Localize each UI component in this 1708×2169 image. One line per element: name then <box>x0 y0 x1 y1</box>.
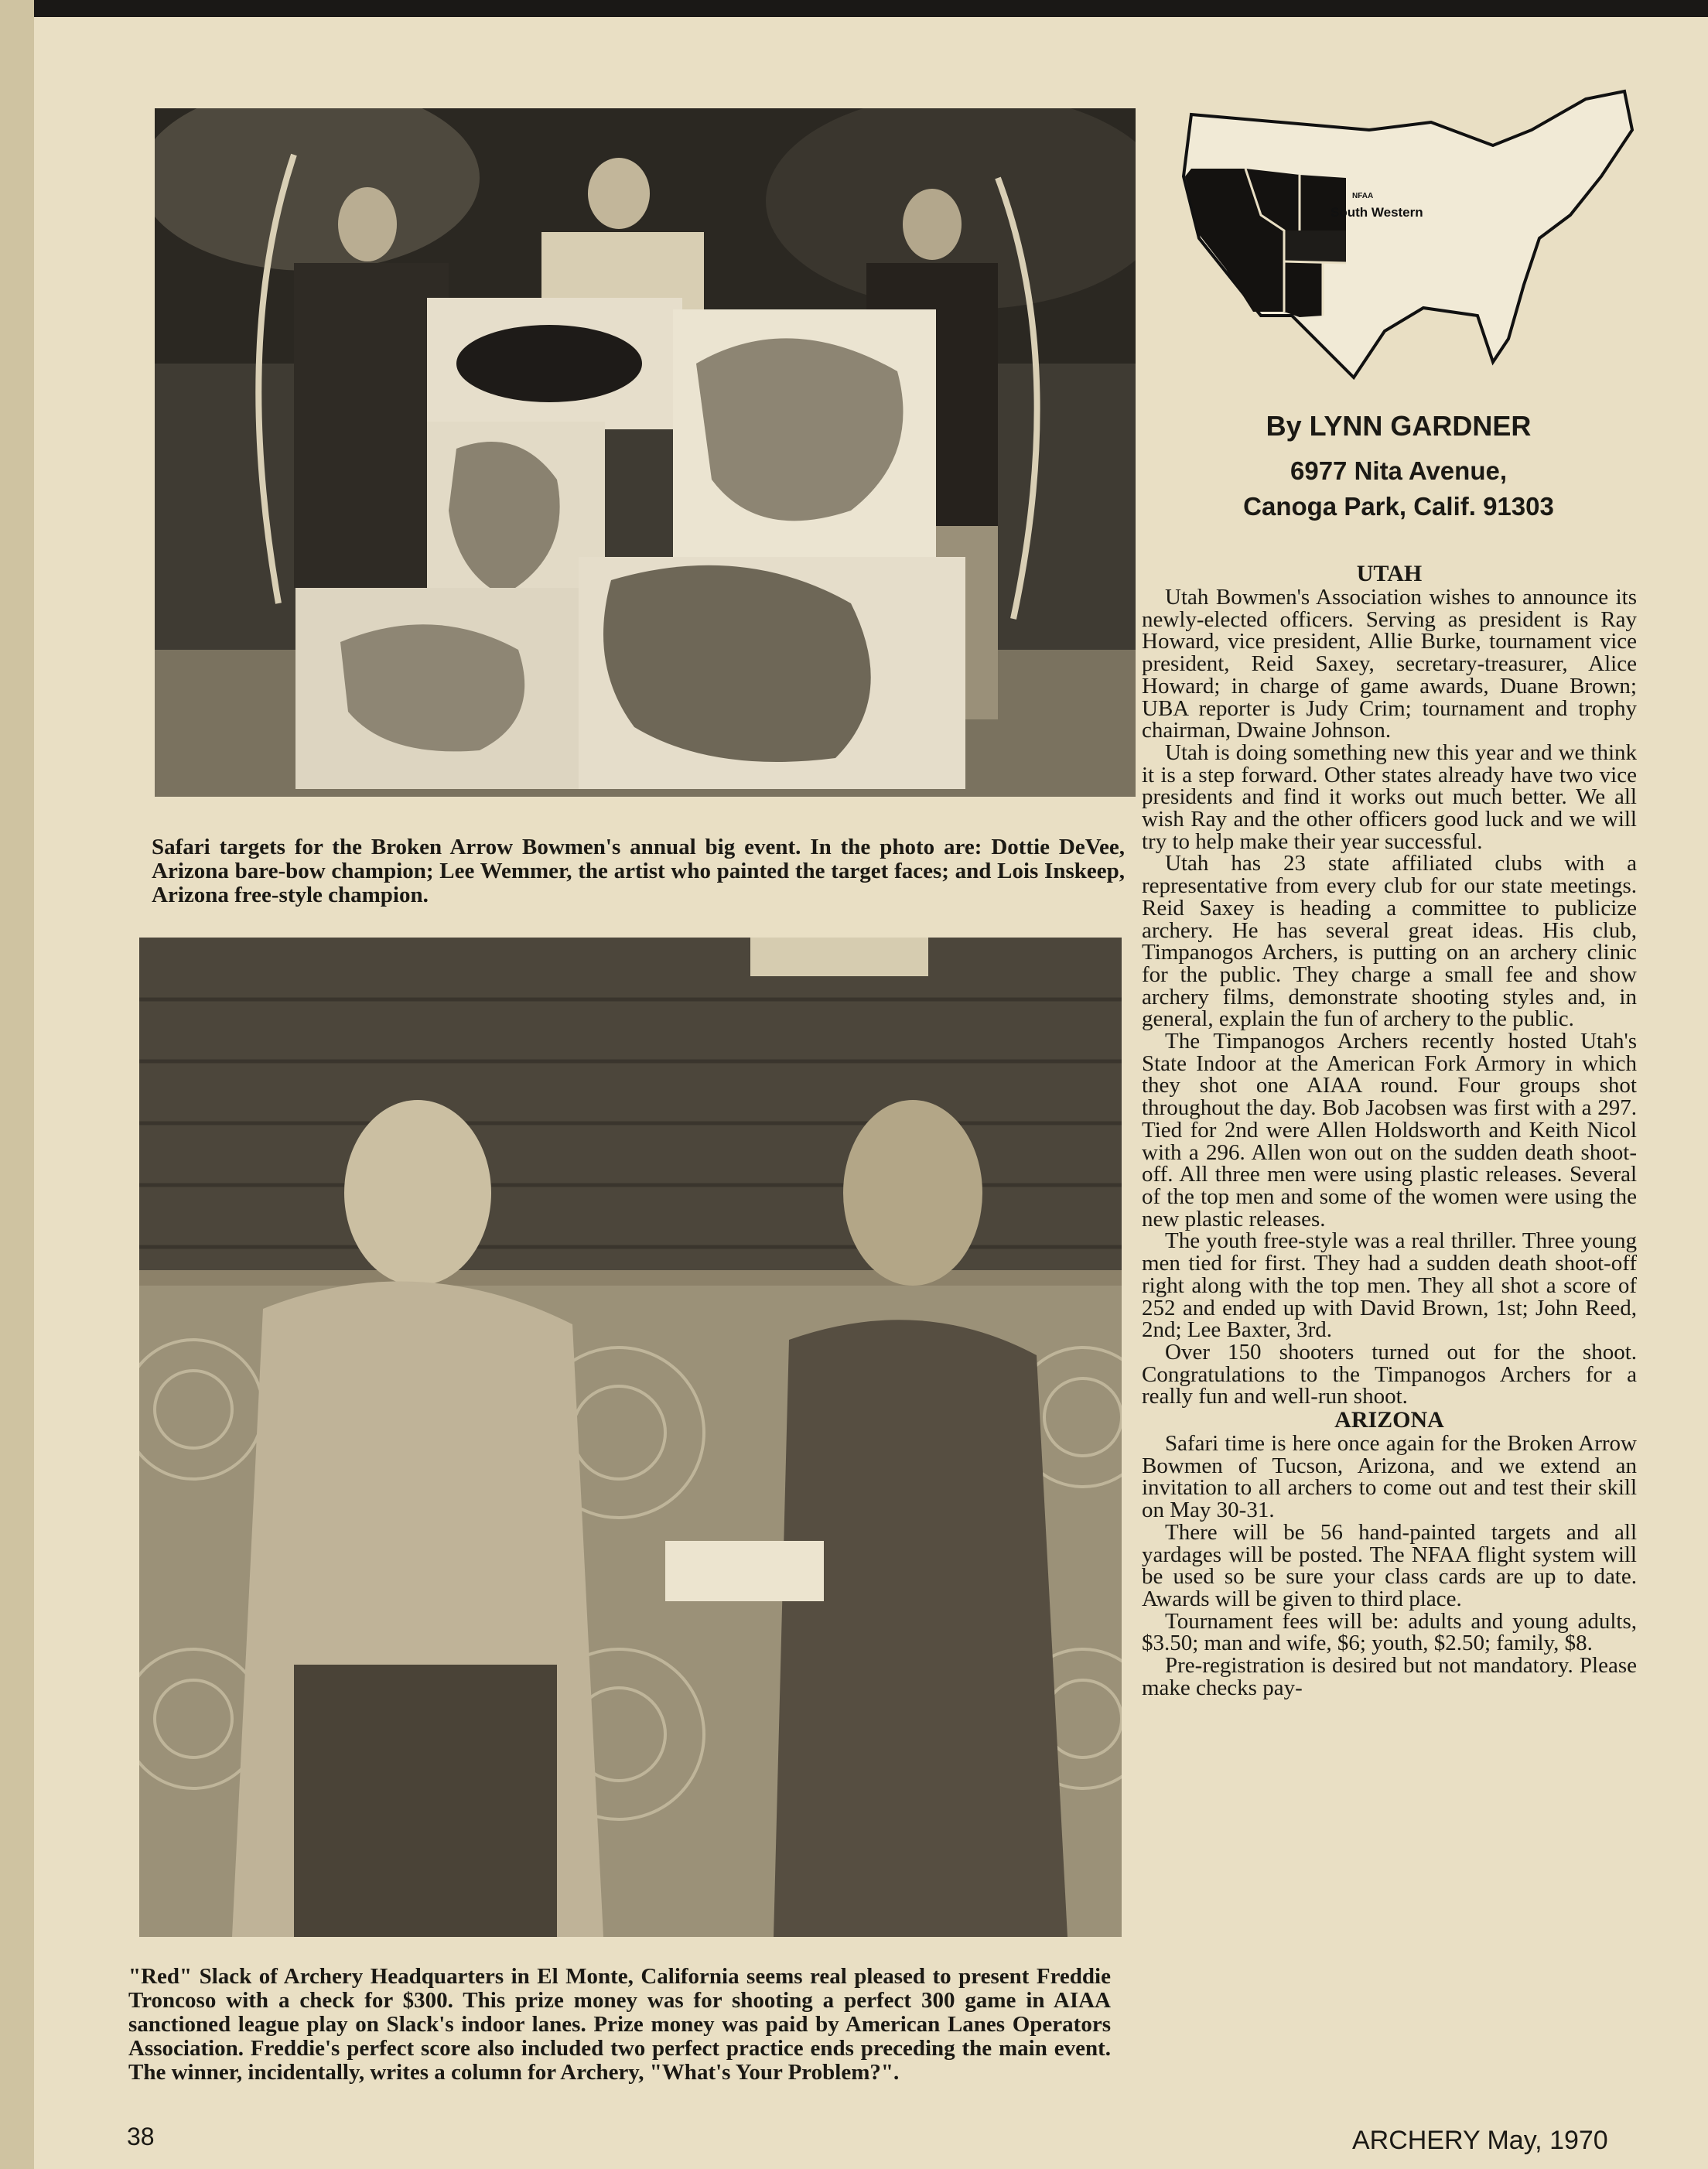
nfaa-southwest-map <box>1168 84 1640 385</box>
arizona-paragraph: Pre-registration is desired but not mandatory. Please make checks pay- <box>1142 1653 1637 1700</box>
arizona-paragraph: Tournament fees will be: adults and young adults, $3.50; man and wife, $6; youth, $2.50; family, $8. <box>1142 1608 1637 1656</box>
utah-paragraph: Over 150 shooters turned out for the shoot. Congratulations to the Timpanogos Archers for a really fun and well-run shoot. <box>1142 1339 1637 1409</box>
photo-caption-check: "Red" Slack of Archery Headquarters in El Monte, California seems real pleased to present Freddie Troncoso with a check for $300. This prize money was for shooting a perfect 300 game in AIAA sanctioned league play on Slack's indoor lanes. Prize money was paid by American Lanes Operators Association. Freddie's perfect score also included two perfect practice ends preceding the main event. The winner, incidentally, writes a column for Archery, "What's Your Problem?". <box>128 1964 1111 2085</box>
safari-targets-photo <box>155 108 1136 797</box>
photo-caption-safari: Safari targets for the Broken Arrow Bowmen's annual big event. In the photo are: Dottie DeVee, Arizona bare-bow champion; Lee Wemmer, the artist who painted the target faces; and Lois Inskeep, Arizona free-style champion. <box>152 835 1125 907</box>
page-top-edge <box>0 0 1708 17</box>
byline-street: 6977 Nita Avenue, <box>1290 456 1508 485</box>
page-left-edge <box>0 0 34 2169</box>
utah-paragraph: The youth free-style was a real thriller. Three young men tied for first. They had a sudden death shoot-off right along with the top men. They all shot a score of 252 and ended up with David Brown, 1st; John Reed, 2nd; Lee Baxter, 3rd. <box>1142 1228 1637 1343</box>
byline-city: Canoga Park, Calif. 91303 <box>1243 492 1554 521</box>
map-badge-top: NFAA <box>1352 192 1374 200</box>
section-heading-arizona: ARIZONA <box>1334 1407 1444 1433</box>
page-number: 38 <box>127 2123 155 2150</box>
map-region-label: South Western <box>1331 205 1423 220</box>
arizona-paragraph: Safari time is here once again for the Broken Arrow Bowmen of Tucson, Arizona, and we extend an invitation to all archers to come out and test their skill on May 30-31. <box>1142 1431 1637 1523</box>
utah-paragraph: Utah has 23 state affiliated clubs with a representative from every club for our state meetings. Reid Saxey is heading a committee to publicize archery. He has several great ideas. His club, Timpanogos Archers, is putting on an archery clinic for the public. They charge a small fee and show archery films, demonstrate shooting styles and, in general, explain the fun of archery to the public. <box>1142 851 1637 1032</box>
byline-author: By LYNN GARDNER <box>1266 410 1532 442</box>
check-presentation-photo <box>139 938 1122 1937</box>
article-column <box>1142 562 1637 1699</box>
section-heading-utah: UTAH <box>1356 561 1423 586</box>
utah-paragraph: Utah Bowmen's Association wishes to announce its newly-elected officers. Serving as president is Ray Howard, vice president, Allie Burke, tournament vice president, Reid Saxey, secretary-treasurer, Alice Howard; in charge of game awards, Duane Brown; UBA reporter is Judy Crim; tournament and trophy chairman, Dwaine Johnson. <box>1142 585 1637 743</box>
magazine-footer: ARCHERY May, 1970 <box>1352 2126 1608 2155</box>
utah-paragraph: Utah is doing something new this year and we think it is a step forward. Other states already have two vice presidents and find it works out much better. We all wish Ray and the other officers good luck and we will try to help make their year successful. <box>1142 740 1637 854</box>
arizona-paragraph: There will be 56 hand-painted targets and all yardages will be posted. The NFAA flight system will be used so be sure your class cards are up to date. Awards will be given to third place. <box>1142 1519 1637 1611</box>
utah-paragraph: The Timpanogos Archers recently hosted Utah's State Indoor at the American Fork Armory in which they shot one AIAA round. Four groups shot throughout the day. Bob Jacobsen was first with a 297. Tied for 2nd were Allen Holdsworth and Keith Nicol with a 296. Allen won out on the sudden death shoot-off. All three men were using plastic releases. Several of the top men and some of the women were using the new plastic releases. <box>1142 1029 1637 1231</box>
